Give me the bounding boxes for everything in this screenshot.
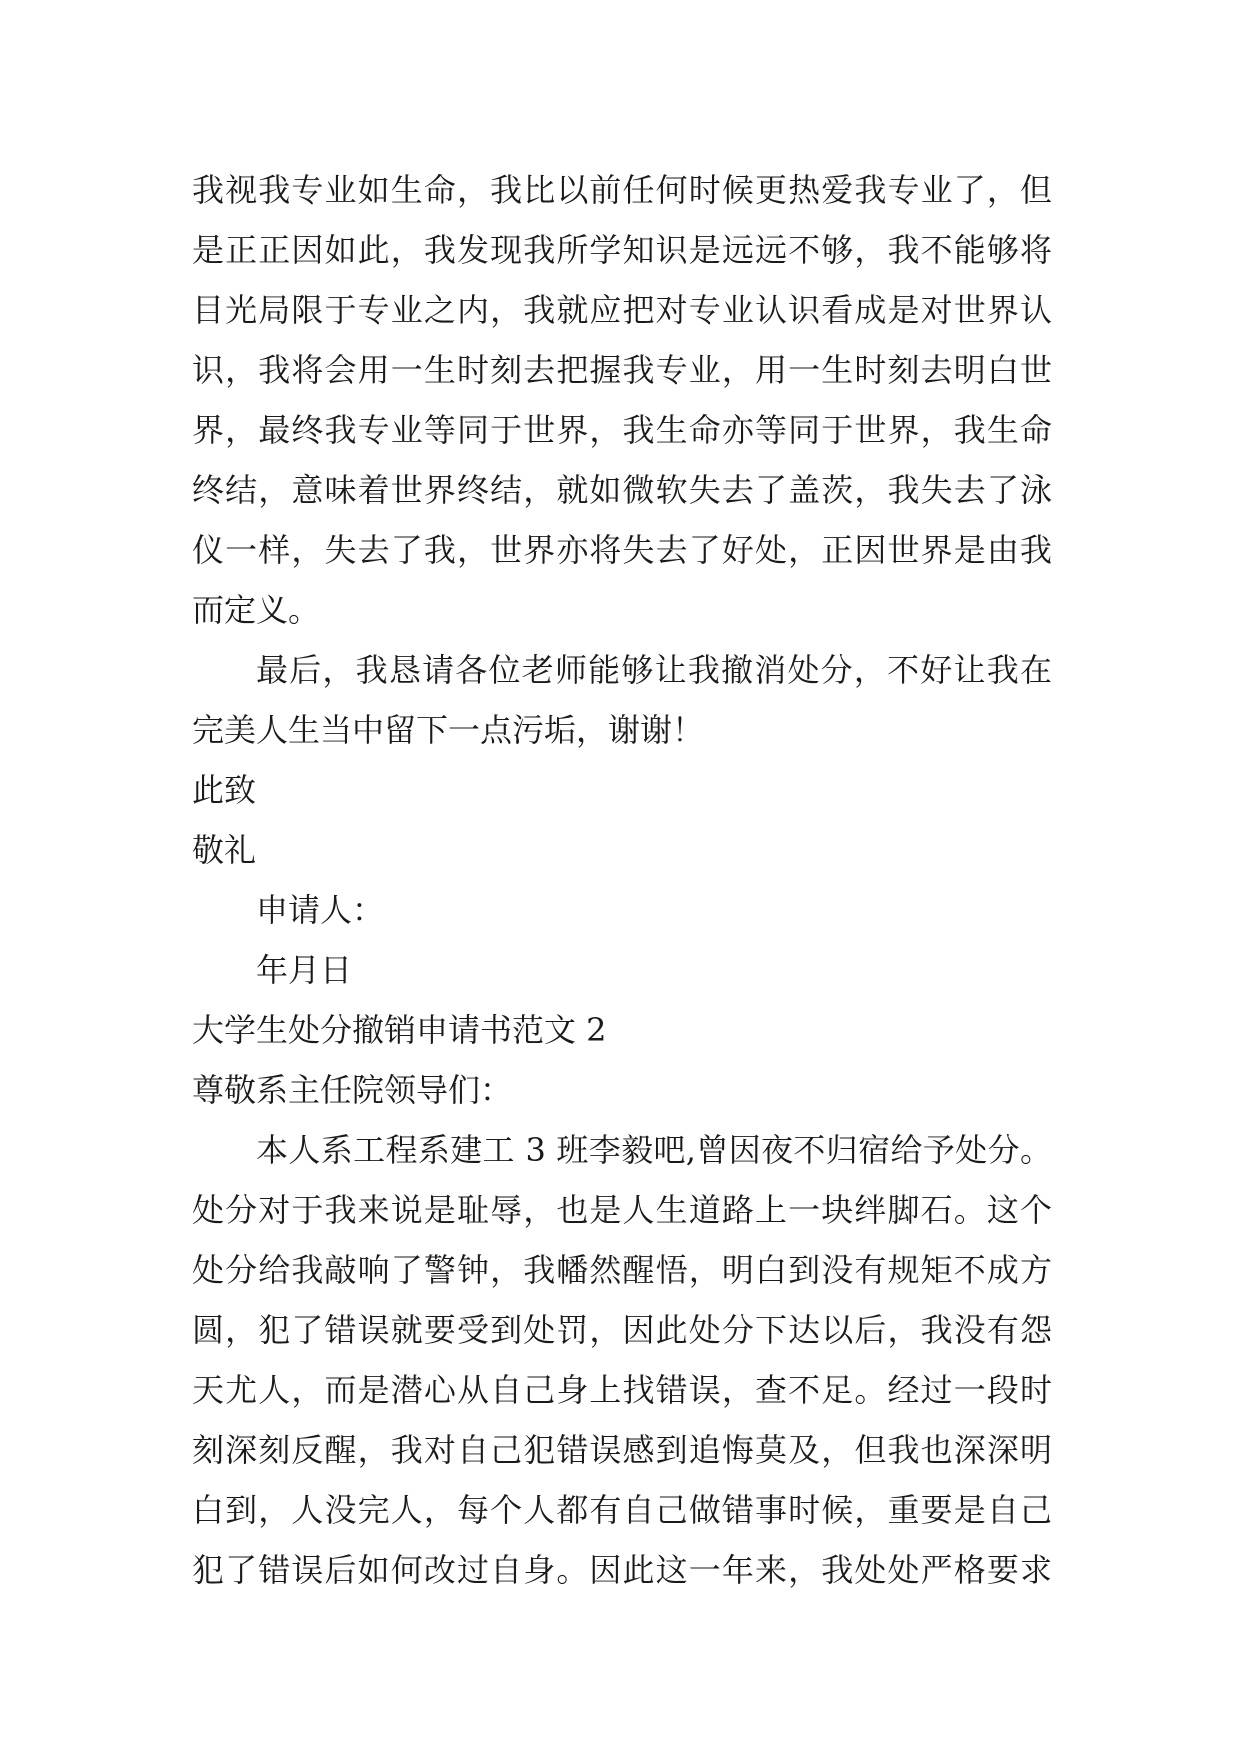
- text-line: 处分给我敲响了警钟，我幡然醒悟，明白到没有规矩不成方: [192, 1251, 1052, 1289]
- text-line: 界，最终我专业等同于世界，我生命亦等同于世界，我生命: [192, 411, 1052, 449]
- text-line: 完美人生当中留下一点污垢，谢谢！: [192, 711, 705, 749]
- applicant-label: 申请人：: [256, 891, 385, 929]
- paragraph-start-line: 本人系工程系建工 3 班李毅吧,曾因夜不归宿给予处分。: [256, 1131, 1052, 1169]
- text-line: 仪一样，失去了我，世界亦将失去了好处，正因世界是由我: [192, 531, 1052, 569]
- text-line: 白到，人没完人，每个人都有自己做错事时候，重要是自己: [192, 1491, 1052, 1529]
- text-line: 处分对于我来说是耻辱，也是人生道路上一块绊脚石。这个: [192, 1191, 1052, 1229]
- closing-regards: 敬礼: [192, 831, 257, 869]
- text-line: 目光局限于专业之内，我就应把对专业认识看成是对世界认: [192, 291, 1052, 329]
- text-line: 天尤人，而是潜心从自己身上找错误，查不足。经过一段时: [192, 1371, 1052, 1409]
- text-line: 是正正因如此，我发现我所学知识是远远不够，我不能够将: [192, 231, 1052, 269]
- paragraph-start-line: 最后，我恳请各位老师能够让我撤消处分，不好让我在: [256, 651, 1052, 689]
- text-line: 犯了错误后如何改过自身。因此这一年来，我处处严格要求: [192, 1551, 1052, 1589]
- text-line: 刻深刻反醒，我对自己犯错误感到追悔莫及，但我也深深明: [192, 1431, 1052, 1469]
- text-line: 圆，犯了错误就要受到处罚，因此处分下达以后，我没有怨: [192, 1311, 1052, 1349]
- text-line: 识，我将会用一生时刻去把握我专业，用一生时刻去明白世: [192, 351, 1052, 389]
- greeting-line: 尊敬系主任院领导们：: [192, 1071, 513, 1109]
- text-line: 我视我专业如生命，我比以前任何时候更热爱我专业了，但: [192, 171, 1052, 209]
- date-label: 年月日: [256, 951, 353, 989]
- section-title: 大学生处分撤销申请书范文 2: [192, 1011, 607, 1049]
- text-line: 终结，意味着世界终结，就如微软失去了盖茨，我失去了泳: [192, 471, 1052, 509]
- closing-salutation: 此致: [192, 771, 257, 809]
- text-line: 而定义。: [192, 591, 321, 629]
- document-body: [192, 160, 1052, 1600]
